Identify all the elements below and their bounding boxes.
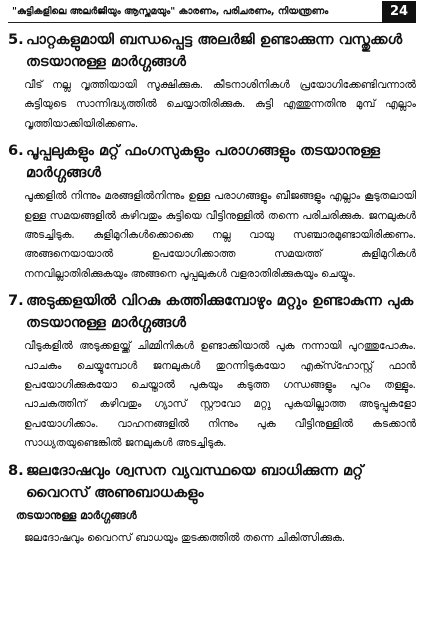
section-6 — [8, 140, 416, 284]
section-heading — [8, 290, 416, 334]
section-title: പാറ്റകളുമായി ബന്ധപ്പെട്ട അലർജി ഉണ്ടാക്കുന്ന വസ്തുക്കൾ തടയാനുള്ള മാർഗ്ഗങ്ങൾ — [26, 31, 403, 70]
section-heading — [8, 140, 416, 184]
running-title: "കുട്ടികളിലെ അലർജിയും ആസ്തമയും" കാരണം, പരിചരണം, നിയന്ത്രണം — [12, 6, 329, 17]
section-number: 5. — [8, 31, 24, 48]
section-8 — [8, 460, 416, 548]
book-page — [0, 1, 428, 643]
section-heading — [8, 460, 416, 504]
section-number: 6. — [8, 142, 24, 160]
section-title: പൂപ്പലുകളും മറ്റ് ഫംഗസുകളും പരാഗങ്ങളും തടയാനുള്ള മാർഗ്ഗങ്ങൾ — [26, 142, 381, 182]
section-7 — [8, 290, 416, 453]
section-subheading: തടയാനുള്ള മാർഗ്ഗങ്ങൾ — [16, 508, 137, 522]
section-paragraph: ജലദോഷവും വൈറസ് ബാധയും തുടക്കത്തിൽ തന്നെ ചികിത്സിക്കുക. — [24, 531, 346, 544]
section-paragraph: പൂക്കളിൽ നിന്നും മരങ്ങളിൽനിന്നും ഉള്ള പരാഗങ്ങളും ബീജങ്ങളും എല്ലാം കൂടുതലായി ഉള്ള സമയങ്ങളിൽ കഴിവതും കുട്ടിയെ വീട്ടിനുള്ളിൽ തന്നെ പരിചരിക്കുക. ജനലുകൾ അടച്ചിടുക. കുളിമുറികൾക്കൊക്കെ നല്ല വായു സഞ്ചാരമുണ്ടായിരിക്കണം. അങ്ങനെയായാൽ ഉപയോഗിക്കാത്ത സമയത്ത് കുളിമുറികൾ നനവില്ലാതിരിക്കുകയും അങ്ങനെ പൂപ്പലുകൾ വളരാതിരിക്കുകയും ചെയ്യും. — [24, 190, 416, 280]
section-paragraph: വീട് നല്ല വൃത്തിയായി സൂക്ഷിക്കുക. കീടനാശിനികൾ പ്രയോഗിക്കേണ്ടിവന്നാൽ കുട്ടിയുടെ സാന്നിദ്ധ്യത്തിൽ ചെയ്യാതിരിക്കുക. കുട്ടി എത്തുന്നതിനു മുമ്പ് എല്ലാം വൃത്തിയാക്കിയിരിക്കണം. — [24, 79, 416, 130]
section-heading — [8, 29, 416, 73]
page-number: 24 — [382, 1, 416, 23]
page-header — [8, 1, 416, 23]
section-title: ജലദോഷവും ശ്വസന വ്യവസ്ഥയെ ബാധിക്കുന്ന മറ്റ് വൈറസ് അണുബാധകളും — [26, 461, 364, 501]
section-number: 7. — [8, 292, 24, 310]
section-5 — [8, 29, 416, 134]
section-number: 8. — [8, 461, 24, 479]
section-title: അടുക്കളയിൽ വിറകു കത്തിക്കുമ്പോഴും മറ്റും ഉണ്ടാകുന്ന പുക തടയാനുള്ള മാർഗ്ഗങ്ങൾ — [26, 292, 414, 332]
section-paragraph: വീടുകളിൽ അടുക്കളയ്ക്ക് ചിമ്മിനികൾ ഉണ്ടാക്കിയാൽ പുക നന്നായി പുറത്തുപോകും. പാചകം ചെയ്യുമ്പോൾ ജനലുകൾ തുറന്നിടുകയോ എക്സ്ഹോസ്റ്റ് ഫാൻ ഉപയോഗിക്കുകയോ ചെയ്താൽ പുകയും കടുത്ത ഗന്ധങ്ങളും പുറം തള്ളും. പാചകത്തിന് കഴിവതും ഗ്യാസ് സ്റ്റൗവോ മറ്റു പുകയില്ലാത്ത അടുപ്പുകളോ ഉപയോഗിക്കാം. വാഹനങ്ങളിൽ നിന്നും പുക വീട്ടിനുള്ളിൽ കടക്കാൻ സാധ്യതയുണ്ടെങ്കിൽ ജനലുകൾ അടച്ചിടുക. — [24, 340, 416, 450]
